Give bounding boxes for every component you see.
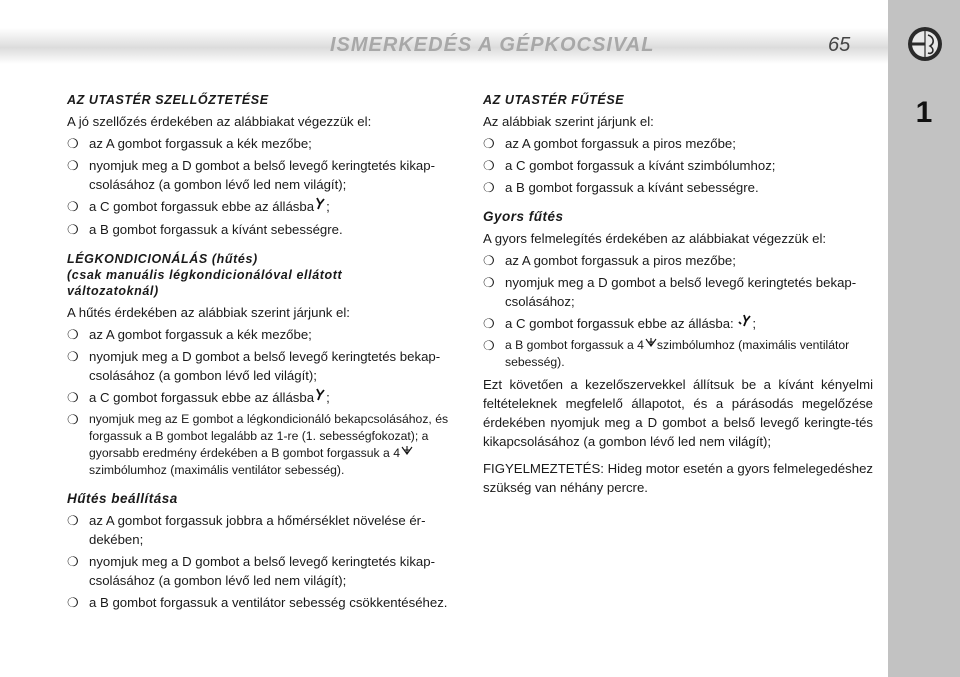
feet-defrost-icon [738,314,752,334]
bullet-icon: ❍ [483,275,495,290]
bullet-icon: ❍ [67,390,79,405]
bullet-icon: ❍ [483,338,495,353]
list-item: ❍ nyomjuk meg a D gombot a belső levegő keringtetés bekap-csolásához (a gombon lévő led világít); [67,349,441,383]
bullet-icon: ❍ [67,554,79,569]
section-heading-ventilation: AZ UTASTÉR SZELLŐZTETÉSE [67,93,269,107]
bullet-icon: ❍ [67,349,79,364]
feet-vent-icon [315,388,326,408]
list-item: ❍ nyomjuk meg az E gombot a légkondicionáló bekapcsolásához, és forgassuk a B gombot legalább az 1-re (1. sebességfokozat); a gyorsabb eredmény érdekében a B gombot forgassuk a 4 szimbólumhoz (maximális ventilátor sebesség). [67,412,449,477]
list-item: ❍ a C gombot forgassuk ebbe az állásba: ; [483,314,873,334]
bullet-icon: ❍ [67,136,79,151]
alfa-romeo-logo-icon [907,26,943,62]
page-header-title: ISMERKEDÉS A GÉPKOCSIVAL [330,34,655,56]
fast-heating-paragraph: Ezt követően a kezelőszervekkel állítsuk be a kívánt kényelmi feltételeknek megfelelő állapotot, és a párásodás megelőzése érdekében nyomjuk meg a D gombot a belső levegő keringte-tés kikapcsolásához (a gombon lévő led nem világít); [483,377,873,449]
warning-note: FIGYELMEZTETÉS: Hideg motor esetén a gyors felmelegedéshez szükség van néhány percre. [483,461,873,495]
ventilation-intro: A jó szellőzés érdekében az alábbiakat végezzük el: [67,114,372,129]
bullet-icon: ❍ [67,158,79,173]
page-number: 65 [828,34,851,56]
ac-intro: A hűtés érdekében az alábbiak szerint járjunk el: [67,305,350,320]
list-item: ❍ a B gombot forgassuk a 4 szimbólumhoz (maximális ventilátor sebesség). [483,338,850,369]
fast-heating-list [483,251,873,371]
bullet-icon: ❍ [483,253,495,268]
section-heading-fast-heating: Gyors fűtés [483,209,564,224]
ac-list [67,325,457,479]
list-item: ❍ a B gombot forgassuk a kívánt sebességre. [67,222,343,237]
list-item: ❍ a B gombot forgassuk a ventilátor sebesség csökkentéséhez. [67,595,448,610]
list-item: ❍ az A gombot forgassuk a kék mezőbe; [67,327,312,342]
list-item: ❍ a B gombot forgassuk a kívánt sebességre. [483,180,759,195]
right-column [483,92,873,500]
fan-max-icon [645,337,657,354]
list-item: ❍ nyomjuk meg a D gombot a belső levegő keringtetés kikap-csolásához (a gombon lévő led nem világít); [67,554,435,588]
list-item: ❍ az A gombot forgassuk a piros mezőbe; [483,253,736,268]
heating-intro: Az alábbiak szerint járjunk el: [483,114,654,129]
list-item: ❍ a C gombot forgassuk ebbe az állásba ; [67,388,457,408]
ventilation-list [67,134,457,239]
bullet-icon: ❍ [67,513,79,528]
feet-vent-icon [315,197,326,217]
chapter-number: 1 [915,96,933,129]
bullet-icon: ❍ [483,180,495,195]
bullet-icon: ❍ [483,316,495,331]
cooling-adjust-list [67,511,457,612]
bullet-icon: ❍ [67,595,79,610]
list-item: ❍ a C gombot forgassuk ebbe az állásba ; [67,197,457,217]
section-heading-heating: AZ UTASTÉR FŰTÉSE [483,93,625,107]
list-item: ❍ az A gombot forgassuk a piros mezőbe; [483,136,736,151]
list-item: ❍ a C gombot forgassuk a kívánt szimbólumhoz; [483,158,776,173]
list-item: ❍ nyomjuk meg a D gombot a belső levegő keringtetés bekap-csolásához; [483,275,857,309]
heating-list [483,134,873,197]
section-heading-ac: LÉGKONDICIONÁLÁS (hűtés) (csak manuális légkondicionálóval ellátott változatoknál) [67,252,343,298]
list-item: ❍ az A gombot forgassuk jobbra a hőmérséklet növelése ér-dekében; [67,513,426,547]
left-column [67,92,457,624]
bullet-icon: ❍ [67,412,79,427]
section-heading-cooling-adjust: Hűtés beállítása [67,491,178,506]
bullet-icon: ❍ [67,199,79,214]
fan-max-icon [401,445,413,462]
bullet-icon: ❍ [67,222,79,237]
bullet-icon: ❍ [483,136,495,151]
list-item: ❍ nyomjuk meg a D gombot a belső levegő keringtetés kikap-csolásához (a gombon lévő led nem világít); [67,158,435,192]
bullet-icon: ❍ [67,327,79,342]
bullet-icon: ❍ [483,158,495,173]
fast-heating-intro: A gyors felmelegítés érdekében az alábbiakat végezzük el: [483,231,827,246]
list-item: ❍ az A gombot forgassuk a kék mezőbe; [67,136,312,151]
